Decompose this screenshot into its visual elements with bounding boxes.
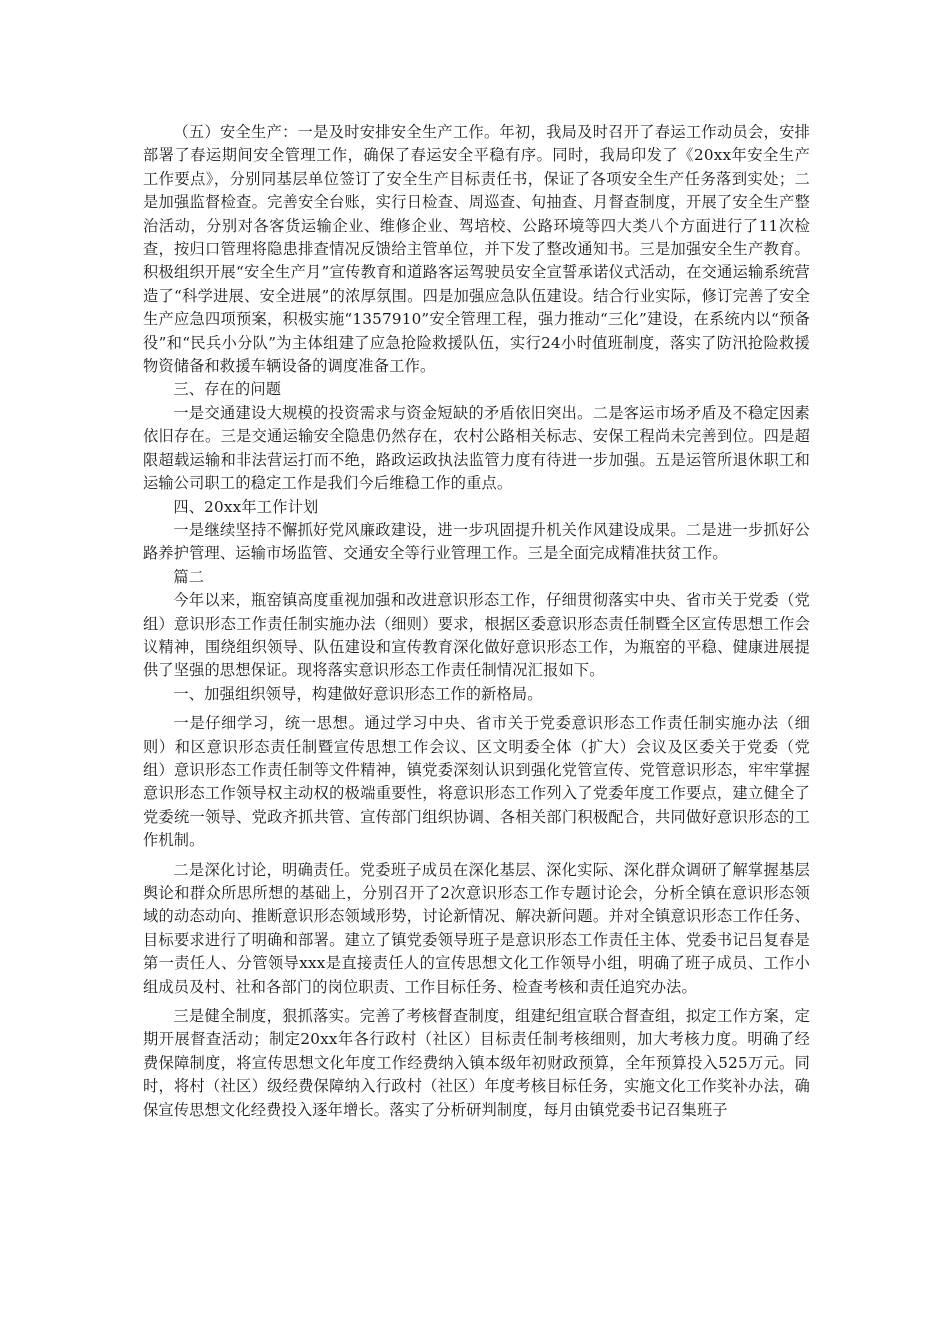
heading-organization: 一、加强组织领导，构建做好意识形态工作的新格局。 [173, 684, 543, 703]
document-body [143, 121, 810, 1122]
paragraph-work-plan: 一是继续坚持不懈抓好党风廉政建设，进一步巩固提升机关作风建设成果。二是进一步抓好公路养护管理、运输市场监管、交通安全等行业管理工作。三是全面完成精准扶贫工作。 [143, 520, 810, 563]
paragraph-problems: 一是交通建设大规模的投资需求与资金短缺的矛盾依旧突出。二是客运市场矛盾及不稳定因素依旧存在。三是交通运输安全隐患仍然存在，农村公路相关标志、安保工程尚未完善到位。四是超限超载运输和非法营运打而不绝，路政运政执法监管力度有待进一步加强。五是运管所退休职工和运输公司职工的稳定工作是我们今后维稳工作的重点。 [143, 403, 810, 493]
heading-work-plan: 四、20xx年工作计划 [173, 497, 319, 516]
paragraph-discussion: 二是深化讨论，明确责任。党委班子成员在深化基层、深化实际、深化群众调研了解掌握基层舆论和群众所思所想的基础上，分别召开了2次意识形态工作专题讨论会，分析全镇在意识形态领域的动态动向、推断意识形态领域形势，讨论新情况、解决新问题。并对全镇意识形态工作任务、目标要求进行了明确和部署。建立了镇党委领导班子是意识形态工作责任主体、党委书记吕复春是第一责任人、分管领导xxx是直接责任人的宣传思想文化工作领导小组，明确了班子成员、工作小组成员及村、社和各部门的岗位职责、工作目标任务、检查考核和责任追究办法。 [143, 860, 810, 996]
paragraph-intro: 今年以来，瓶窑镇高度重视加强和改进意识形态工作，仔细贯彻落实中央、省市关于党委（党组）意识形态工作责任制实施办法（细则）要求，根据区委意识形态责任制暨全区宣传思想工作会议精神，围绕组织领导、队伍建设和宣传教育深化做好意识形态工作，为瓶窑的平稳、健康进展提供了坚强的思想保证。现将落实意识形态工作责任制情况汇报如下。 [143, 591, 810, 680]
paragraph-safety-production: （五）安全生产：一是及时安排安全生产工作。年初，我局及时召开了春运工作动员会，安排部署了春运期间安全管理工作，确保了春运安全平稳有序。同时，我局印发了《20xx年安全生产工作要点》，分别同基层单位签订了安全生产目标责任书，保证了各项安全生产任务落到实处；二是加强监督检查。完善安全台账，实行日检查、周巡查、旬抽查、月督查制度，开展了安全生产整治活动，分别对各客货运输企业、维修企业、驾培校、公路环境等四大类八个方面进行了11次检查，按归口管理将隐患排查情况反馈给主管单位，并下发了整改通知书。三是加强安全生产教育。积极组织开展“安全生产月”宣传教育和道路客运驾驶员安全宣誓承诺仪式活动，在交通运输系统营造了“科学进展、安全进展”的浓厚氛围。四是加强应急队伍建设。结合行业实际，修订完善了安全生产应急四项预案，积极实施“1357910”安全管理工程，强力推动“三化”建设，在系统内以“预备役”和“民兵小分队”为主体组建了应急抢险救援队伍，实行24小时值班制度，落实了防汛抢险救援物资储备和救援车辆设备的调度准备工作。 [143, 123, 810, 376]
paragraph-system: 三是健全制度，狠抓落实。完善了考核督查制度，组建纪组宣联合督查组，拟定工作方案，定期开展督查活动；制定20xx年各行政村（社区）目标责任制考核细则，加大考核力度。明确了经费保障制度，将宣传思想文化年度工作经费纳入镇本级年初财政预算，全年预算投入525万元。同时，将村（社区）级经费保障纳入行政村（社区）年度考核目标任务，实施文化工作奖补办法，确保宣传思想文化经费投入逐年增长。落实了分析研判制度，每月由镇党委书记召集班子 [143, 1007, 810, 1119]
heading-existing-problems: 三、存在的问题 [173, 380, 282, 399]
heading-part-two: 篇二 [173, 567, 205, 586]
paragraph-study: 一是仔细学习，统一思想。通过学习中央、省市关于党委意识形态工作责任制实施办法（细则）和区意识形态责任制暨宣传思想工作会议、区文明委全体（扩大）会议及区委关于党委（党组）意识形态工作责任制等文件精神，镇党委深刻认识到强化党管宣传、党管意识形态，牢牢掌握意识形态工作领导权主动权的极端重要性，将意识形态工作列入了党委年度工作要点，建立健全了党委统一领导、党政齐抓共管、宣传部门组织协调、各相关部门积极配合，共同做好意识形态的工作机制。 [143, 714, 810, 850]
